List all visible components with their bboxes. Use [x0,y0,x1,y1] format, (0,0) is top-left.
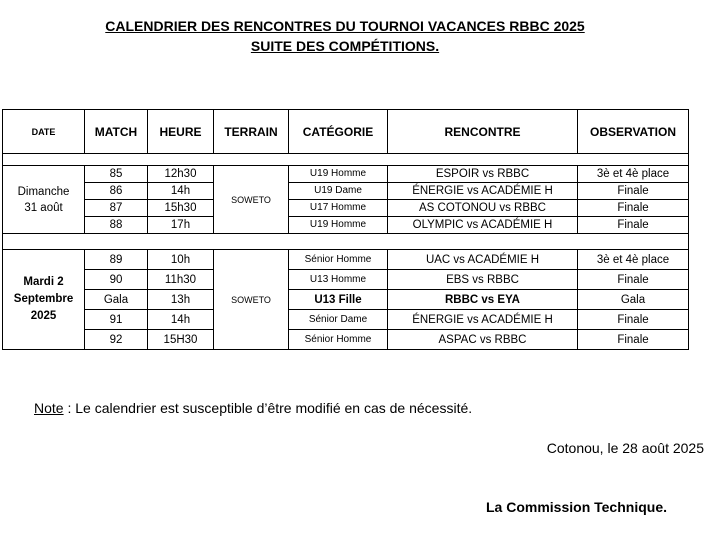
heure-cell: 14h [148,310,214,330]
observation-cell: Gala [578,290,689,310]
heure-cell: 15h30 [148,200,214,217]
table-row [3,330,689,350]
rencontre-cell: ESPOIR vs RBBC [388,166,578,183]
day2-date-line2: Septembre [13,293,74,305]
day2-date-cell [3,250,85,350]
signature: La Commission Technique. [486,499,667,515]
day2-date-line1: Mardi 2 [23,276,64,288]
table-row [3,310,689,330]
categorie-cell: U19 Homme [289,166,388,183]
header-date: DATE [3,110,85,154]
categorie-cell: U13 Homme [289,270,388,290]
rencontre-cell: ÉNERGIE vs ACADÉMIE H [388,183,578,200]
categorie-cell: Sénior Homme [289,250,388,270]
match-cell: 88 [85,217,148,234]
rencontre-cell: AS COTONOU vs RBBC [388,200,578,217]
separator-row [3,234,689,250]
rencontre-cell: ÉNERGIE vs ACADÉMIE H [388,310,578,330]
categorie-cell: Sénior Homme [289,330,388,350]
title-line-1: CALENDRIER DES RENCONTRES DU TOURNOI VACANCES RBBC 2025 [105,18,585,34]
separator-row [3,154,689,166]
heure-cell: 11h30 [148,270,214,290]
rencontre-cell: UAC vs ACADÉMIE H [388,250,578,270]
categorie-cell: U13 Fille [289,290,388,310]
heure-cell: 10h [148,250,214,270]
day1-date-line1: Dimanche [17,185,70,198]
observation-cell: Finale [578,270,689,290]
observation-cell: Finale [578,183,689,200]
note-text: : Le calendrier est susceptible d’être modifié en cas de nécessité. [63,400,473,416]
match-cell: 89 [85,250,148,270]
note-label: Note [34,400,64,416]
table-row [3,183,689,200]
table-row [3,200,689,217]
place-date: Cotonou, le 28 août 2025 [546,440,704,456]
match-cell: 85 [85,166,148,183]
rencontre-cell: EBS vs RBBC [388,270,578,290]
heure-cell: 17h [148,217,214,234]
day1-date-line2: 31 août [24,201,63,214]
observation-cell: Finale [578,310,689,330]
document-title [0,16,690,56]
match-cell: 90 [85,270,148,290]
note [34,400,472,416]
table-row [3,217,689,234]
rencontre-cell: RBBC vs EYA [388,290,578,310]
table-row [3,290,689,310]
table-row [3,166,689,183]
heure-cell: 15H30 [148,330,214,350]
header-heure: HEURE [148,110,214,154]
heure-cell: 13h [148,290,214,310]
header-rencontre: RENCONTRE [388,110,578,154]
header-row [3,110,689,154]
observation-cell: Finale [578,330,689,350]
heure-cell: 14h [148,183,214,200]
day1-date-cell [3,166,85,234]
observation-cell: Finale [578,200,689,217]
match-cell: 86 [85,183,148,200]
observation-cell: 3è et 4è place [578,250,689,270]
observation-cell: 3è et 4è place [578,166,689,183]
categorie-cell: Sénior Dame [289,310,388,330]
observation-cell: Finale [578,217,689,234]
title-line-2: SUITE DES COMPÉTITIONS. [250,38,440,54]
match-cell: 91 [85,310,148,330]
categorie-cell: U19 Homme [289,217,388,234]
table-row [3,270,689,290]
heure-cell: 12h30 [148,166,214,183]
header-categorie: CATÉGORIE [289,110,388,154]
categorie-cell: U19 Dame [289,183,388,200]
header-match: MATCH [85,110,148,154]
match-cell: 87 [85,200,148,217]
day1-terrain-cell: SOWETO [214,166,289,234]
table-row [3,250,689,270]
header-terrain: TERRAIN [214,110,289,154]
categorie-cell: U17 Homme [289,200,388,217]
day2-date-line3: 2025 [30,310,57,322]
match-cell: Gala [85,290,148,310]
header-observation: OBSERVATION [578,110,689,154]
schedule-table [2,109,689,350]
rencontre-cell: OLYMPIC vs ACADÉMIE H [388,217,578,234]
rencontre-cell: ASPAC vs RBBC [388,330,578,350]
match-cell: 92 [85,330,148,350]
day2-terrain-cell: SOWETO [214,250,289,350]
